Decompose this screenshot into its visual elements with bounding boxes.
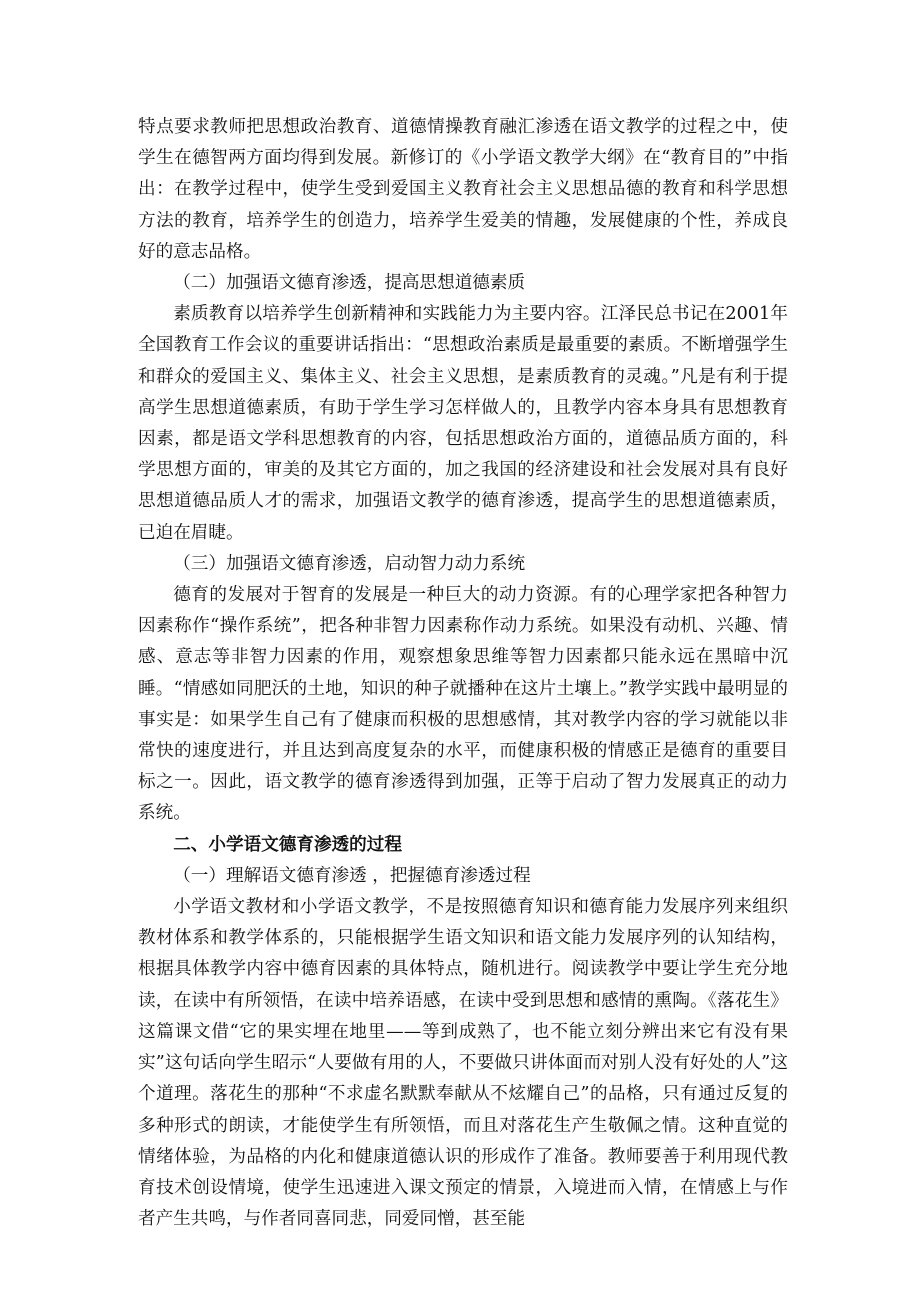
paragraph-continued: 特点要求教师把思想政治教育、道德情操教育融汇渗透在语文教学的过程之中，使学生在德智两方面均得到发展。新修订的《小学语文教学大纲》在“教育目的”中指出：在教学过程中，使学生受到爱国主义教育社会主义思想品德的教育和科学思想方法的教育，培养学生的创造力，培养学生爱美的情趣，发展健康的个性，养成良好的意志品格。 [138, 117, 788, 262]
subsection-heading-3: （三）加强语文德育渗透，启动智力动力系统 [173, 553, 526, 574]
subsection-heading-1: （一）理解语文德育渗透 ，把握德育渗透过程 [173, 865, 531, 886]
paragraph-moral-development: 德育的发展对于智育的发展是一种巨大的动力资源。有的心理学家把各种智力因素称作“操作系统”，把各种非智力因素称作动力系统。如果没有动机、兴趣、情感、意志等非智力因素的作用，观察想象思维等智力因素都只能永远在黑暗中沉睡。“情感如同肥沃的土地，知识的种子就播种在这片土壤上。”教学实践中最明显的事实是：如果学生自己有了健康而积极的思想感情，其对教学内容的学习就能以非常快的速度进行，并且达到高度复杂的水平，而健康积极的情感正是德育的重要目标之一。因此，语文教学的德育渗透得到加强，正等于启动了智力发展真正的动力系统。 [138, 585, 788, 824]
subsection-heading-2: （二）加强语文德育渗透，提高思想道德素质 [173, 273, 526, 294]
paragraph-teaching-process: 小学语文教材和小学语文教学，不是按照德育知识和德育能力发展序列来组织教材体系和教学体系的，只能根据学生语文知识和语文能力发展序列的认知结构，根据具体教学内容中德育因素的具体特点，随机进行。阅读教学中要让学生充分地读，在读中有所领悟，在读中培养语感，在读中受到思想和感情的熏陶。《落花生》这篇课文借“它的果实埋在地里——等到成熟了，也不能立刻分辨出来它有没有果实”这句话向学生昭示“人要做有用的人，不要做只讲体面而对别人没有好处的人”这个道理。落花生的那种“不求虚名默默奉献从不炫耀自己”的品格，只有通过反复的多种形式的朗读，才能使学生有所领悟，而且对落花生产生敬佩之情。这种直觉的情绪体验，为品格的内化和健康道德认识的形成作了准备。教师要善于利用现代教育技术创设情境，使学生迅速进入课文预定的情景，入境进而入情，在情感上与作者产生共鸣，与作者同喜同悲，同爱同憎，甚至能 [138, 897, 788, 1230]
document-page [138, 112, 788, 1235]
section-heading-2: 二、小学语文德育渗透的过程 [173, 834, 402, 855]
paragraph-quality-education: 素质教育以培养学生创新精神和实践能力为主要内容。江泽民总书记在2001年全国教育工作会议的重要讲话指出：“思想政治素质是最重要的素质。不断增强学生和群众的爱国主义、集体主义、社会主义思想，是素质教育的灵魂。”凡是有利于提高学生思想道德素质，有助于学生学习怎样做人的，且教学内容本身具有思想教育因素，都是语文学科思想教育的内容，包括思想政治方面的，道德品质方面的，科学思想方面的，审美的及其它方面的，加之我国的经济建设和社会发展对具有良好思想道德品质人才的需求，加强语文教学的德育渗透，提高学生的思想道德素质，已迫在眉睫。 [138, 304, 788, 543]
